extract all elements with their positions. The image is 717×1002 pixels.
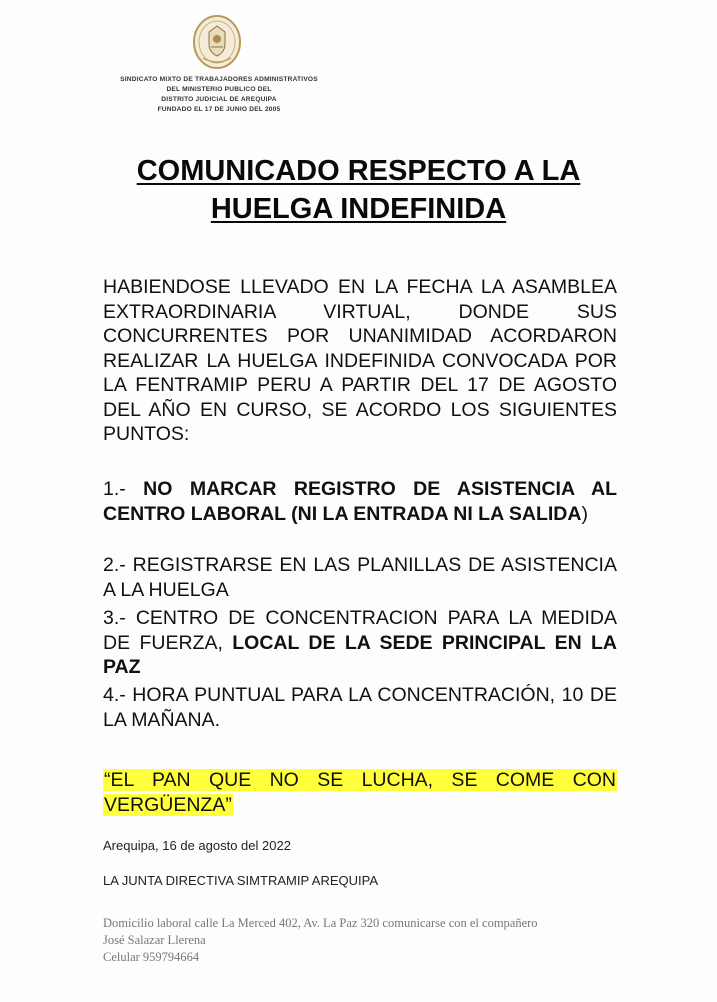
- point-3: [103, 606, 617, 680]
- intro-paragraph: HABIENDOSE LLEVADO EN LA FECHA LA ASAMBLEA EXTRAORDINARIA VIRTUAL, DONDE SUS CONCURRENTES POR UNANIMIDAD ACORDARON REALIZAR LA HUELGA INDEFINIDA CONVOCADA POR LA FENTRAMIP PERU A PARTIR DEL 17 DE AGOSTO DEL AÑO EN CURSO, SE ACORDO LOS SIGUIENTES PUNTOS:: [103, 276, 617, 445]
- point-3-text: 3.- CENTRO DE CONCENTRACION PARA LA MEDIDA DE FUERZA,: [103, 607, 617, 654]
- union-seal-icon: [192, 14, 242, 70]
- point-2: 2.- REGISTRARSE EN LAS PLANILLAS DE ASISTENCIA A LA HUELGA: [103, 554, 617, 601]
- highlighted-quote: “EL PAN QUE NO SE LUCHA, SE COME CON VERGÜENZA”: [104, 769, 616, 816]
- point-3-bold-text: LOCAL DE LA SEDE PRINCIPAL EN LA PAZ: [103, 631, 618, 678]
- point-1-suffix: ): [581, 502, 588, 525]
- document-title: [0, 152, 717, 228]
- point-4: 4.- HORA PUNTUAL PARA LA CONCENTRACIÓN, 10 DE LA MAÑANA.: [103, 684, 617, 731]
- footer-contact: [103, 915, 628, 966]
- title-line-2: HUELGA INDEFINIDA: [210, 193, 507, 225]
- footer-address: Domicilio laboral calle La Merced 402, Av. La Paz 320 comunicarse con el compañero: [103, 916, 538, 930]
- point-1-bold-text: NO MARCAR REGISTRO DE ASISTENCIA AL CENTRO LABORAL (NI LA ENTRADA NI LA SALIDA: [103, 478, 617, 525]
- org-line: FUNDADO EL 17 DE JUNIO DEL 2005: [157, 106, 281, 113]
- org-line: DISTRITO JUDICIAL DE AREQUIPA: [161, 96, 277, 103]
- organization-header: [84, 75, 354, 115]
- title-line-1: COMUNICADO RESPECTO A LA: [136, 155, 581, 187]
- footer-phone: Celular 959794664: [103, 950, 200, 964]
- motto-quote: [103, 768, 617, 817]
- org-line: DEL MINISTERIO PUBLICO DEL: [166, 86, 272, 93]
- org-line: SINDICATO MIXTO DE TRABAJADORES ADMINISTRATIVOS: [120, 76, 318, 83]
- signature-line: LA JUNTA DIRECTIVA SIMTRAMIP AREQUIPA: [103, 873, 378, 888]
- footer-contact-name: José Salazar Llerena: [103, 933, 206, 947]
- point-1: [103, 477, 617, 526]
- point-1-number: 1.-: [103, 478, 144, 500]
- date-line: Arequipa, 16 de agosto del 2022: [103, 838, 291, 853]
